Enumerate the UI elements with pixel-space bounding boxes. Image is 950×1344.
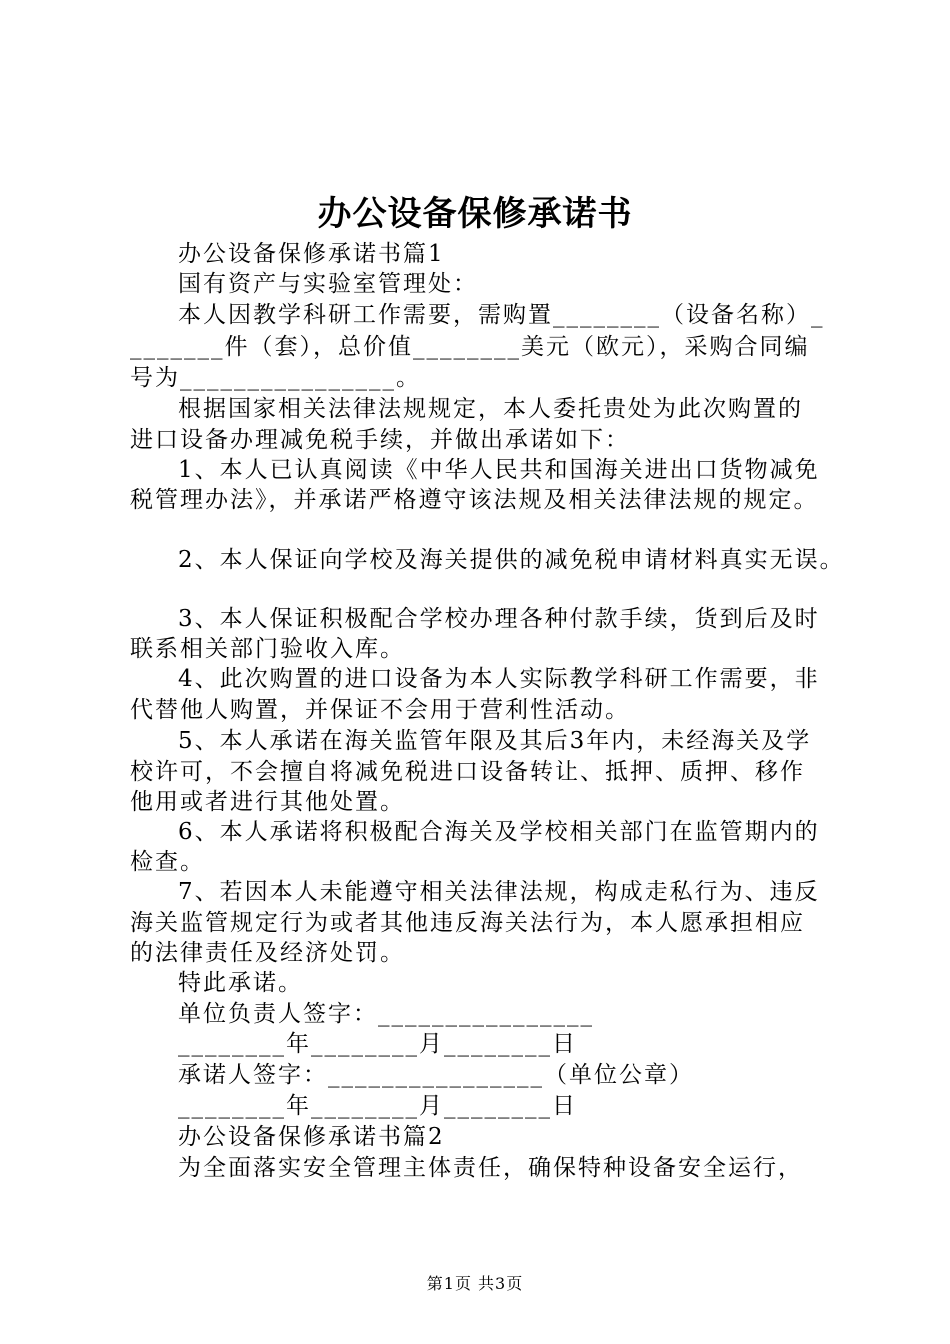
paragraph-line: 代替他人购置，并保证不会用于营利性活动。	[130, 697, 630, 723]
page-number-footer: 第1页 共3页	[426, 1274, 524, 1293]
paragraph-line: 5、本人承诺在海关监管年限及其后3年内，未经海关及学	[178, 728, 812, 754]
paragraph-line: 进口设备办理减免税手续，并做出承诺如下：	[130, 427, 630, 453]
closing-line: 特此承诺。	[178, 970, 303, 996]
section-heading-2: 办公设备保修承诺书篇2	[178, 1124, 445, 1150]
paragraph-line: 4、此次购置的进口设备为本人实际教学科研工作需要，非	[178, 666, 820, 692]
paragraph-line: 6、本人承诺将积极配合海关及学校相关部门在监管期内的	[178, 819, 820, 845]
paragraph-line: 3、本人保证积极配合学校办理各种付款手续，货到后及时	[178, 606, 820, 632]
paragraph-line: 检查。	[130, 849, 205, 875]
paragraph-line: 号为________________。	[130, 365, 421, 391]
paragraph-line: 税管理办法》，并承诺严格遵守该法规及相关法律法规的规定。	[130, 487, 819, 513]
paragraph-line: 2、本人保证向学校及海关提供的减免税申请材料真实无误。	[178, 547, 845, 573]
paragraph-line: 校许可，不会擅自将减免税进口设备转让、抵押、质押、移作	[130, 759, 805, 785]
document-title: 办公设备保修承诺书	[317, 194, 633, 234]
paragraph-line: 根据国家相关法律法规规定，本人委托贵处为此次购置的	[178, 396, 803, 422]
paragraph-line: 7、若因本人未能遵守相关法律法规，构成走私行为、违反	[178, 879, 820, 905]
paragraph-line: 联系相关部门验收入库。	[130, 636, 405, 662]
signature-line-promisor: 承诺人签字：________________（单位公章）	[178, 1062, 694, 1088]
paragraph-line: 为全面落实安全管理主体责任，确保特种设备安全运行，	[178, 1155, 803, 1181]
paragraph-line: _______件（套），总价值________美元（欧元），采购合同编	[130, 334, 810, 360]
paragraph-line: 海关监管规定行为或者其他违反海关法行为，本人愿承担相应	[130, 910, 805, 936]
signature-line-unit-head: 单位负责人签字：________________	[178, 1001, 594, 1027]
paragraph-line: 的法律责任及经济处罚。	[130, 940, 405, 966]
section-heading-1: 办公设备保修承诺书篇1	[178, 241, 445, 267]
paragraph-line: 本人因教学科研工作需要，需购置________（设备名称）_	[178, 302, 825, 328]
paragraph-line: 1、本人已认真阅读《中华人民共和国海关进出口货物减免	[178, 457, 820, 483]
addressee: 国有资产与实验室管理处：	[178, 271, 478, 297]
paragraph-line: 他用或者进行其他处置。	[130, 789, 405, 815]
date-line: ________年________月________日	[178, 1031, 577, 1057]
date-line: ________年________月________日	[178, 1093, 577, 1119]
